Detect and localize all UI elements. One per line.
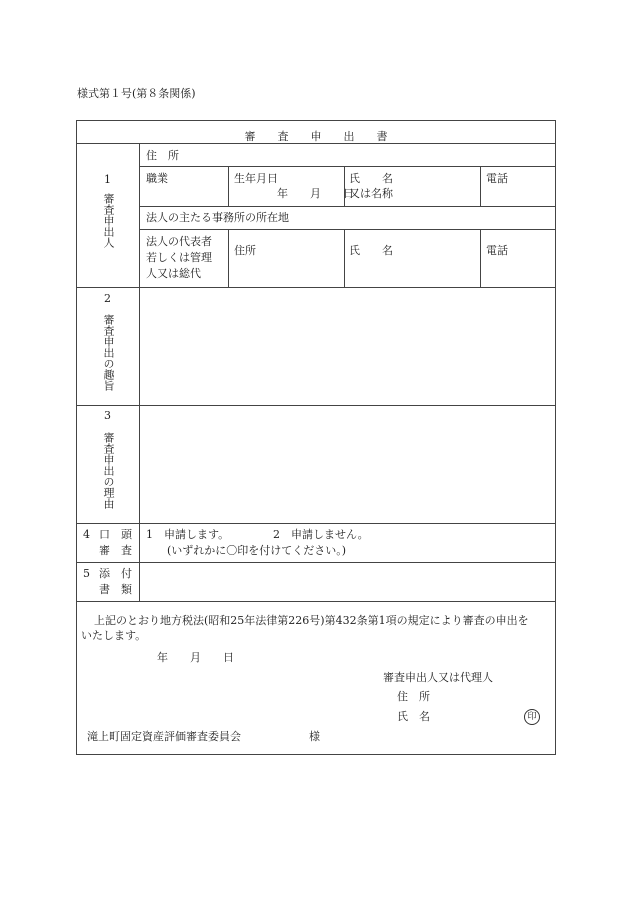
section-3-number: 3	[104, 409, 111, 422]
birthdate-units: 年 月 日	[277, 187, 354, 200]
divider	[139, 166, 555, 167]
seal-icon: 印	[524, 709, 540, 725]
representative-label-line2: 若しくは管理	[146, 251, 212, 264]
divider	[480, 166, 481, 206]
divider	[77, 562, 555, 563]
honorific: 様	[309, 730, 320, 743]
section-4-label-bottom: 審 査	[99, 544, 132, 557]
divider	[344, 229, 345, 287]
section-5-label-top: 添 付	[99, 567, 132, 580]
section-4-number: 4	[83, 528, 90, 541]
divider	[77, 143, 555, 144]
addressee: 滝上町固定資産評価審査委員会	[87, 730, 241, 743]
applicant-name-label: 氏 名	[397, 710, 430, 723]
section-5-number: 5	[83, 567, 90, 580]
divider	[480, 229, 481, 287]
representative-label-line3: 人又は総代	[146, 267, 201, 280]
corp-office-label: 法人の主たる事務所の所在地	[146, 211, 289, 224]
oral-hearing-note: (いずれかに〇印を付けてください。)	[167, 544, 347, 557]
section-2-number: 2	[104, 292, 111, 305]
form-number-label: 様式第１号(第８条関係)	[77, 87, 196, 100]
divider	[77, 405, 555, 406]
section-4-label-top: 口 頭	[99, 528, 132, 541]
address-label: 住 所	[146, 149, 179, 162]
divider	[228, 229, 229, 287]
section-2-label: 審査申出の趣旨	[102, 314, 115, 391]
rep-address-label: 住所	[234, 244, 256, 257]
divider	[77, 287, 555, 288]
attachments-field[interactable]	[141, 564, 553, 599]
applicant-address-label: 住 所	[397, 690, 430, 703]
divider	[77, 523, 555, 524]
oral-hearing-option-decline[interactable]: 2 申請しません。	[273, 528, 369, 541]
oral-hearing-option-request[interactable]: 1 申請します。	[146, 528, 230, 541]
name-label: 氏 名	[349, 172, 393, 185]
name-alt-label: 又は名称	[349, 187, 393, 200]
divider	[139, 206, 555, 207]
occupation-label: 職業	[146, 172, 168, 185]
form-title: 審 査 申 出 書	[244, 130, 388, 143]
section-1-number: 1	[104, 173, 111, 186]
purpose-field[interactable]	[141, 289, 553, 403]
rep-name-label: 氏 名	[349, 244, 393, 257]
statement-line2: いたします。	[81, 629, 147, 642]
reason-field[interactable]	[141, 407, 553, 521]
phone-label: 電話	[486, 172, 508, 185]
rep-phone-label: 電話	[486, 244, 508, 257]
section-3-label: 審査申出の理由	[102, 432, 115, 509]
divider	[139, 143, 140, 602]
applicant-heading: 審査申出人又は代理人	[383, 671, 493, 684]
section-1-label: 審査申出人	[102, 193, 115, 248]
divider	[139, 229, 555, 230]
application-form	[76, 120, 556, 755]
section-5-label-bottom: 書 類	[99, 583, 132, 596]
representative-label-line1: 法人の代表者	[146, 235, 212, 248]
divider	[77, 601, 555, 602]
divider	[228, 166, 229, 206]
birthdate-label: 生年月日	[234, 172, 278, 185]
date-field[interactable]: 年 月 日	[157, 651, 234, 664]
statement-line1: 上記のとおり地方税法(昭和25年法律第226号)第432条第1項の規定により審査の申出を	[94, 614, 529, 627]
